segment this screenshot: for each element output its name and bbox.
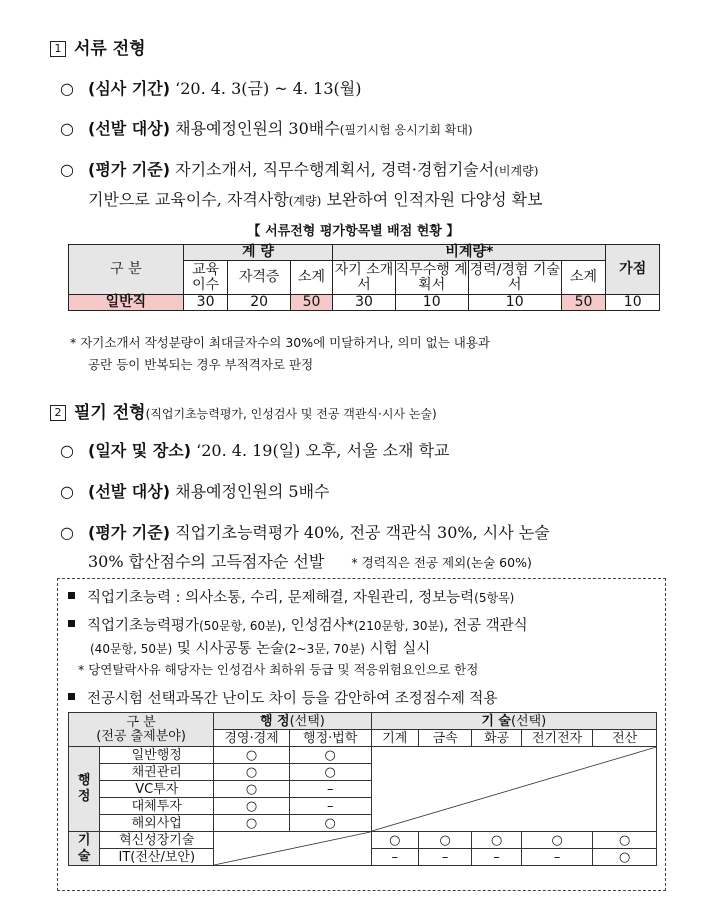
cell: 30 [183,295,228,311]
na-cell-tech [371,747,656,832]
th-sub: 경력/경험 기술서 [469,261,560,293]
cell: ○ [214,764,290,781]
th-tech: 기 술(선택) [371,713,656,730]
cell: – [371,849,418,866]
row-name: 해외사업 [100,815,214,832]
s1-item-target: ○ (선발 대상) 채용예정인원의 30배수(필기시험 응시기회 확대) [60,119,473,138]
square-bullet-icon [68,693,75,700]
cell: 50 [561,295,606,311]
th-admin: 행 정(선택) [214,713,371,730]
cell: ○ [371,832,418,849]
cell: ○ [214,815,290,832]
th-gyeryang: 계 량 [183,245,333,261]
th-sub: 소계 [290,261,333,295]
row-name: VC투자 [100,781,214,798]
section1-title: 서류 전형 [74,39,146,59]
cell: ○ [521,832,593,849]
diagonal-line [214,832,370,865]
cell: ○ [214,798,290,815]
cell: ○ [289,764,371,781]
row-name: 일반행정 [100,747,214,764]
th-col: 행정·법학 [289,730,371,747]
section2-heading: 2 필기 전형(직업기초능력평가, 인성검사 및 전공 객관식·시사 논술) [50,398,437,423]
s2-item-target: ○ (선발 대상) 채용예정인원의 5배수 [60,482,330,501]
cell: 10 [468,295,561,311]
na-cell-admin [214,832,371,866]
box-bullet2-line2: (40문항, 50분) 및 시사공통 논술(2~3문, 70분) 시험 실시 [90,641,431,657]
s1-item-period: ○ (심사 기간) ‘20. 4. 3(금) ~ 4. 13(월) [60,79,362,98]
cell: – [289,781,371,798]
th-col: 기계 [371,730,418,747]
diagonal-line [372,747,656,831]
s2-item-date: ○ (일자 및 장소) ‘20. 4. 19(일) 오후, 서울 소재 학교 [60,441,450,460]
square-bullet-icon [68,592,75,599]
th-col: 전산 [593,730,657,747]
th-gajeom: 가점 [606,245,660,295]
section-number-box: 2 [50,405,66,421]
th-col: 화공 [472,730,521,747]
cell: 20 [228,295,290,311]
box-bullet2: 직업기초능력평가(50문항, 60분), 인성검사*(210문항, 30분), 전공 객관식 [68,614,528,635]
th-col: 전기전자 [521,730,593,747]
note1b: 공란 등이 반복되는 경우 부적격자로 판정 [88,357,314,372]
th-sub: 직무수행 계획서 [395,261,468,293]
cell: ○ [214,781,290,798]
section-number-box: 1 [50,41,66,57]
cell: ○ [472,832,521,849]
s2-item-criteria-line2: 30% 합산점수의 고득점자순 선발 * 경력직은 전공 제외(논술 60%) [88,552,532,571]
row-name: 혁신성장기술 [100,832,214,849]
cell: ○ [214,747,290,764]
cell: ○ [289,747,371,764]
table1-caption: 【 서류전형 평가항목별 배점 현황 】 [247,224,460,239]
row-label: 일반직 [69,295,184,311]
th-gubun: 구 분 (전공 출제분야) [69,713,214,747]
cell: ○ [593,849,657,866]
row-name: IT(전산/보안) [100,849,214,866]
cell: 50 [290,295,333,311]
cell: – [289,798,371,815]
note1: * 자기소개서 작성분량이 최대글자수의 30%에 미달하거나, 의미 없는 내용과 [70,335,490,350]
th-col: 금속 [418,730,471,747]
s2-item-criteria: ○ (평가 기준) 직업기초능력평가 40%, 전공 객관식 30%, 시사 논술 [60,523,550,542]
th-gubun: 구 분 [69,245,184,295]
row-name: 채권관리 [100,764,214,781]
row-name: 대체투자 [100,798,214,815]
subject-table [68,712,657,866]
section1-heading [50,34,146,59]
group-admin: 행정 [69,747,100,832]
th-sub: 자기 소개서 [334,261,394,293]
cell: – [418,849,471,866]
cell: ○ [593,832,657,849]
box-bullet1: 직업기초능력 : 의사소통, 수리, 문제해결, 자원관리, 정보능력(5항목) [68,586,514,607]
th-col: 경영·경제 [214,730,290,747]
cell: 10 [395,295,468,311]
section2-title: 필기 전형 [74,403,146,423]
th-bigyeryang: 비계량* [333,245,606,261]
s1-item-criteria-line2: 기반으로 교육이수, 자격사항(계량) 보완하여 인적자원 다양성 확보 [88,190,543,209]
cell: – [472,849,521,866]
cell: ○ [418,832,471,849]
square-bullet-icon [68,620,75,627]
cell: 10 [606,295,660,311]
group-tech: 기술 [69,832,100,866]
box-bullet3: 전공시험 선택과목간 난이도 차이 등을 감안하여 조정점수제 적용 [68,687,497,708]
cell: – [521,849,593,866]
score-table [68,244,660,311]
th-sub: 교육 이수 [183,261,228,295]
th-sub: 소계 [561,261,606,295]
cell: 30 [333,295,395,311]
cell: ○ [289,815,371,832]
th-sub: 자격증 [228,261,290,295]
s1-item-criteria: ○ (평가 기준) 자기소개서, 직무수행계획서, 경력·경험기술서(비계량) [60,160,539,179]
box-note: * 당연탈락사유 해당자는 인성검사 최하위 등급 및 적응위험요인으로 한정 [78,662,479,677]
